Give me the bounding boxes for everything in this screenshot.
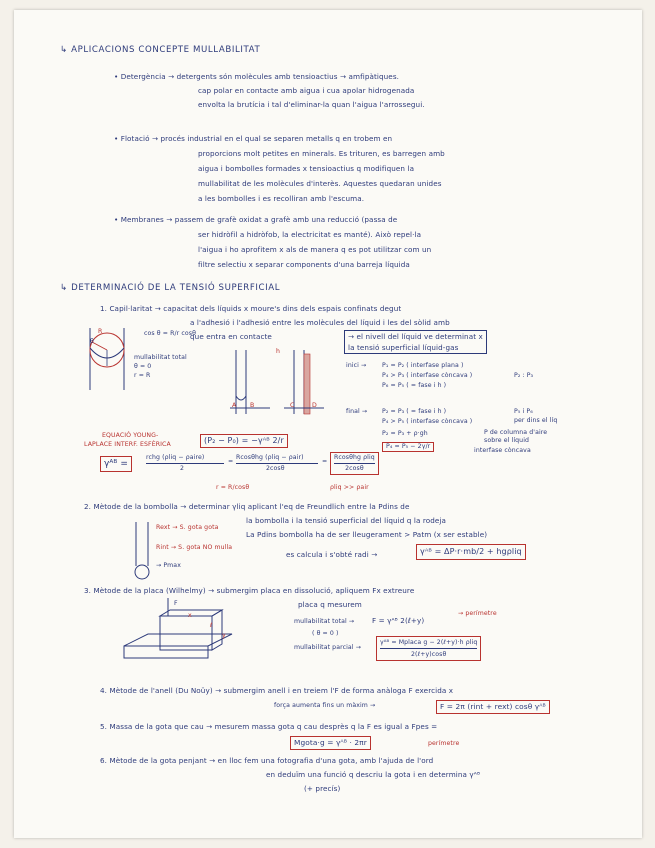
capil-line: que entra en contacte xyxy=(190,332,272,341)
young-formula: (P₂ − P₀) = −γᴬᴮ 2/r xyxy=(200,434,288,448)
placa-total-label: mullabilitat total → xyxy=(294,618,355,625)
anell-formula: F = 2π (rint + rext) cosθ γᴬᴮ xyxy=(436,700,550,714)
fig-h: h xyxy=(276,348,281,355)
plate-x: x xyxy=(188,612,192,619)
heading-mullabilitat: ↳ APLICACIONS CONCEPTE MULLABILITAT xyxy=(60,45,261,55)
placa-parcial-den: 2(ℓ+y)cosθ xyxy=(380,648,477,660)
fig-theta: θ xyxy=(90,338,94,345)
plate-l: ℓ xyxy=(210,622,213,629)
massa-note: perímetre xyxy=(428,740,460,747)
final-line: P₂ = P₃ ( = fase i h ) xyxy=(382,408,447,415)
final-boxed: P₄ = P₅ − 2γ/r xyxy=(382,442,434,452)
fig-cos: cos θ = R/r cosθ xyxy=(144,330,196,337)
fig-D: D xyxy=(312,402,317,409)
capil-boxed xyxy=(344,330,487,354)
placa-perimetre: → perímetre xyxy=(458,610,497,617)
gamma-f1-den: 2 xyxy=(180,465,185,472)
inici-label: inici → xyxy=(346,362,367,369)
bombolla-line: es calcula i s'obté radi → xyxy=(286,550,378,559)
final-label: final → xyxy=(346,408,368,415)
plate-F: F xyxy=(174,600,178,607)
fig-mull-total: mullabilitat total xyxy=(134,354,187,361)
membranes-line: • Membranes → passem de grafè oxidat a grafè amb una reducció (passa de xyxy=(114,215,398,224)
bombolla-label: Rint → S. gota NO mulla xyxy=(156,544,233,551)
final-note: interfase còncava xyxy=(474,447,531,454)
fig-C: C xyxy=(290,402,295,409)
gamma-f1-bar xyxy=(146,463,224,464)
penjant-line: (+ precís) xyxy=(304,784,341,793)
flotacio-line: mullabilitat de les molècules d'interès. Aquestes quedaran unides xyxy=(198,179,442,188)
bombolla-line: La Pdins bombolla ha de ser lleugerament > Patm (x ser estable) xyxy=(246,530,488,539)
detergencia-line: cap polar en contacte amb aigua i cua apolar hidrogenada xyxy=(198,86,415,95)
capil-line: a l'adhesió i l'adhesió entre les molècules del líquid i les del sòlid amb xyxy=(190,318,450,327)
flotacio-line: a les bombolles i es recolliran amb l'escuma. xyxy=(198,194,365,203)
fig-A: A xyxy=(232,402,237,409)
inici-result: P₂ : P₃ xyxy=(514,372,534,379)
plate-figure xyxy=(124,598,234,668)
placa-line: 3. Mètode de la placa (Wilhelmy) → submergim placa en dissolució, apliquem Fx extreure xyxy=(84,586,415,595)
capil-boxed-line: la tensió superficial líquid-gas xyxy=(348,343,459,352)
final-line: P₄ > P₅ ( interfase còncava ) xyxy=(382,418,473,425)
penjant-line: en deduïm una funció q descriu la gota i en determina γᴬᴮ xyxy=(266,770,481,779)
capil-line: 1. Capil·laritat → capacitat dels líquids x moure's dins dels espais confinats degut xyxy=(100,304,402,313)
inici-line: P₄ > P₃ ( interfase còncava ) xyxy=(382,372,473,379)
final-note: per dins el líq xyxy=(514,417,558,424)
detergencia-line: • Detergència → detergents són molècules amb tensioactius → amfipàtiques. xyxy=(114,72,400,81)
massa-formula: Mgota·g = γᴬᴮ · 2πr xyxy=(290,736,371,750)
massa-line: 5. Massa de la gota que cau → mesurem massa gota q cau desprès q la F es igual a Fpes = xyxy=(100,722,438,731)
final-note: sobre el líquid xyxy=(484,437,530,444)
fig-rR: r = R xyxy=(134,372,151,379)
final-note: P₅ i P₆ xyxy=(514,408,533,415)
capillary-tubes-figure xyxy=(230,344,340,420)
heading-tensio: ↳ DETERMINACIÓ DE LA TENSIÓ SUPERFICIAL xyxy=(60,283,281,293)
young-title2: LAPLACE INTERF. ESFÈRICA xyxy=(84,441,171,448)
gamma-f3-den: 2cosθ xyxy=(334,463,375,474)
gamma-note-r: r = R/cosθ xyxy=(216,484,250,491)
placa-parcial-num: γᴬᴮ = Mplaca g − 2(ℓ+y)·h ρliq xyxy=(380,639,478,646)
gamma-f2-bar xyxy=(236,463,318,464)
gamma-f1-num: rchg (ρliq − ρaire) xyxy=(146,454,205,461)
bombolla-label: → Pmax xyxy=(156,562,181,569)
flotacio-line: proporcions molt petites en minerals. Es trituren, es barregen amb xyxy=(198,149,445,158)
flotacio-line: aigua i bombolles formades x tensioactius q modifiquen la xyxy=(198,164,415,173)
gamma-note-rho: ρliq >> ρair xyxy=(330,484,369,491)
bombolla-line: 2. Mètode de la bombolla → determinar γliq aplicant l'eq de Freundlich entre la Pdins de xyxy=(84,502,410,511)
gamma-f3-num: Rcosθhg ρliq xyxy=(334,454,375,461)
final-line: P₂ = P₃ + ρ·gh xyxy=(382,430,428,437)
detergencia-line: envolta la brutícia i tal d'eliminar-la quan l'aigua l'arrossegui. xyxy=(198,100,425,109)
placa-total-formula: F = γᴬᴮ 2(ℓ+y) xyxy=(372,616,425,625)
gamma-lhs: γᴬᴮ = xyxy=(100,456,132,472)
placa-parcial-formula xyxy=(376,636,481,661)
placa-theta0: ( θ = 0 ) xyxy=(312,630,339,637)
anell-line: força aumenta fins un màxim → xyxy=(274,702,376,709)
placa-line: placa q mesurem xyxy=(298,600,362,609)
penjant-line: 6. Mètode de la gota penjant → en lloc fem una fotografia d'una gota, amb l'ajuda de l'ord xyxy=(100,756,434,765)
final-note: P de columna d'aire xyxy=(484,429,548,436)
flotacio-line: • Flotació → procés industrial en el qual se separen metalls q en trobem en xyxy=(114,134,393,143)
gamma-f2-num: Rcosθhg (ρliq − ρair) xyxy=(236,454,304,461)
fig-R: R xyxy=(98,328,103,335)
bombolla-label: Rext → S. gota gota xyxy=(156,524,219,531)
fig-theta0: θ = 0 xyxy=(134,363,152,370)
membranes-line: ser hidròfil a hidròfob, la electricitat es manté). Això repel·la xyxy=(198,230,422,239)
notes-sheet: ↳ APLICACIONS CONCEPTE MULLABILITAT • Detergència → detergents són molècules amb tensioactius → amfipàtiques. cap polar en contacte amb aigua i cua apolar hidrogenada envolta la brutícia i tal d'eliminar-la quan l'aigua l'arrossegui. • Flotació → procés industrial en el qual se separen metalls q en trobem en proporcions molt petites en minerals. Es trituren, es barregen amb aigua i bombolles formades x tensioactius q modifiquen la mullabilitat de les molècules d'interès. Aquestes quedaran unides a les bombolles i es recolliran amb l'escuma. • Membranes → passem de grafè oxidat a grafè amb una reducció (passa de ser hidròfil a hidròfob, la electricitat es manté). Això repel·la l'aigua i ho aprofitem x als de manera q es pot utilitzar com un filtre selectiu x separar components d'una barreja líquida ↳ DETERMINACIÓ DE LA TENSIÓ SUPERFICIAL 1. Capil·laritat → capacitat dels líquids x moure's dins dels espais confinats degut a l'adhesió i l'adhesió entre les molècules del líquid i les del sòlid amb que entra en contacte → el nivell del líquid ve determinat x la tensió superficial líquid-gas R θ cos θ = R/r cosθ mullabilitat total θ = 0 r = R h A B C D inici → P₁ = P₂ ( interfase plana ) P₄ > P₃ ( interfase còncava ) P₆ = P₅ ( = fase i h ) P₂ : P₃ final → P₂ = P₃ ( = fase i h ) P₄ > P₅ ( interfase còncava ) P₂ = P₃ + ρ·gh P₄ = P₅ − 2γ/r P₅ i P₆ per dins el líq P de columna d'aire sobre el líquid interfase còncava EQUACIÓ YOUNG- LAPLACE INTERF. ESFÈRICA (P₂ − P₀) = −γᴬᴮ 2/r γᴬᴮ = rchg (ρliq − ρaire) 2 = Rcosθhg (ρliq − ρair) 2cosθ = Rcosθhg ρliq 2cosθ r = R/cosθ ρliq >> ρair 2. Mètode de la bombolla → determinar γliq aplicant l'eq de Freundlich entre la Pdins de la bombolla i la tensió superficial del líquid q la rodeja La Pdins bombolla ha de ser lleugerament > Patm (x ser estable) es calcula i s'obté radi → γᴬᴮ = ΔP·r·mb/2 + hgρliq Rext → S. gota gota Rint → S. gota NO mulla → Pmax 3. Mètode de la placa (Wilhelmy) → submergim placa en dissolució, apliquem Fx extreure placa q mesurem mullabilitat total → F = γᴬᴮ 2(ℓ+y) → perímetre ( θ = 0 ) mullabilitat parcial → γᴬᴮ = Mplaca g − 2(ℓ+y)·h ρliq 2(ℓ+y)cosθ F x ℓ y 4. Mètode de l'anell (Du Noüy) → submergim anell i en treiem l'F de forma anàloga F exercida x força aumenta fins un màxim → F = 2π (rint + rext) cosθ γᴬᴮ 5. Massa de la gota que cau → mesurem massa gota q cau desprès q la F es igual a Fpes = Mgota·g = γᴬᴮ · 2πr perímetre 6. Mètode de la gota penjant → en lloc fem una fotografia d'una gota, amb l'ajuda de l'ord en deduïm una funció q descriu la gota i en determina γᴬᴮ (+ precís) xyxy=(14,10,642,838)
placa-parcial-label: mullabilitat parcial → xyxy=(294,644,361,651)
gamma-f2-den: 2cosθ xyxy=(266,465,285,472)
membranes-line: filtre selectiu x separar components d'una barreja líquida xyxy=(198,260,410,269)
anell-line: 4. Mètode de l'anell (Du Noüy) → submergim anell i en treiem l'F de forma anàloga F exercida x xyxy=(100,686,454,695)
fig-B: B xyxy=(250,402,255,409)
inici-line: P₁ = P₂ ( interfase plana ) xyxy=(382,362,464,369)
plate-y: y xyxy=(222,632,226,639)
bombolla-line: la bombolla i la tensió superficial del líquid q la rodeja xyxy=(246,516,447,525)
bombolla-formula: γᴬᴮ = ΔP·r·mb/2 + hgρliq xyxy=(416,544,526,560)
membranes-line: l'aigua i ho aprofitem x als de manera q es pot utilitzar com un xyxy=(198,245,432,254)
gamma-f3 xyxy=(330,452,379,475)
capil-boxed-line: → el nivell del líquid ve determinat x xyxy=(348,332,483,341)
young-title: EQUACIÓ YOUNG- xyxy=(102,432,159,439)
inici-line: P₆ = P₅ ( = fase i h ) xyxy=(382,382,447,389)
